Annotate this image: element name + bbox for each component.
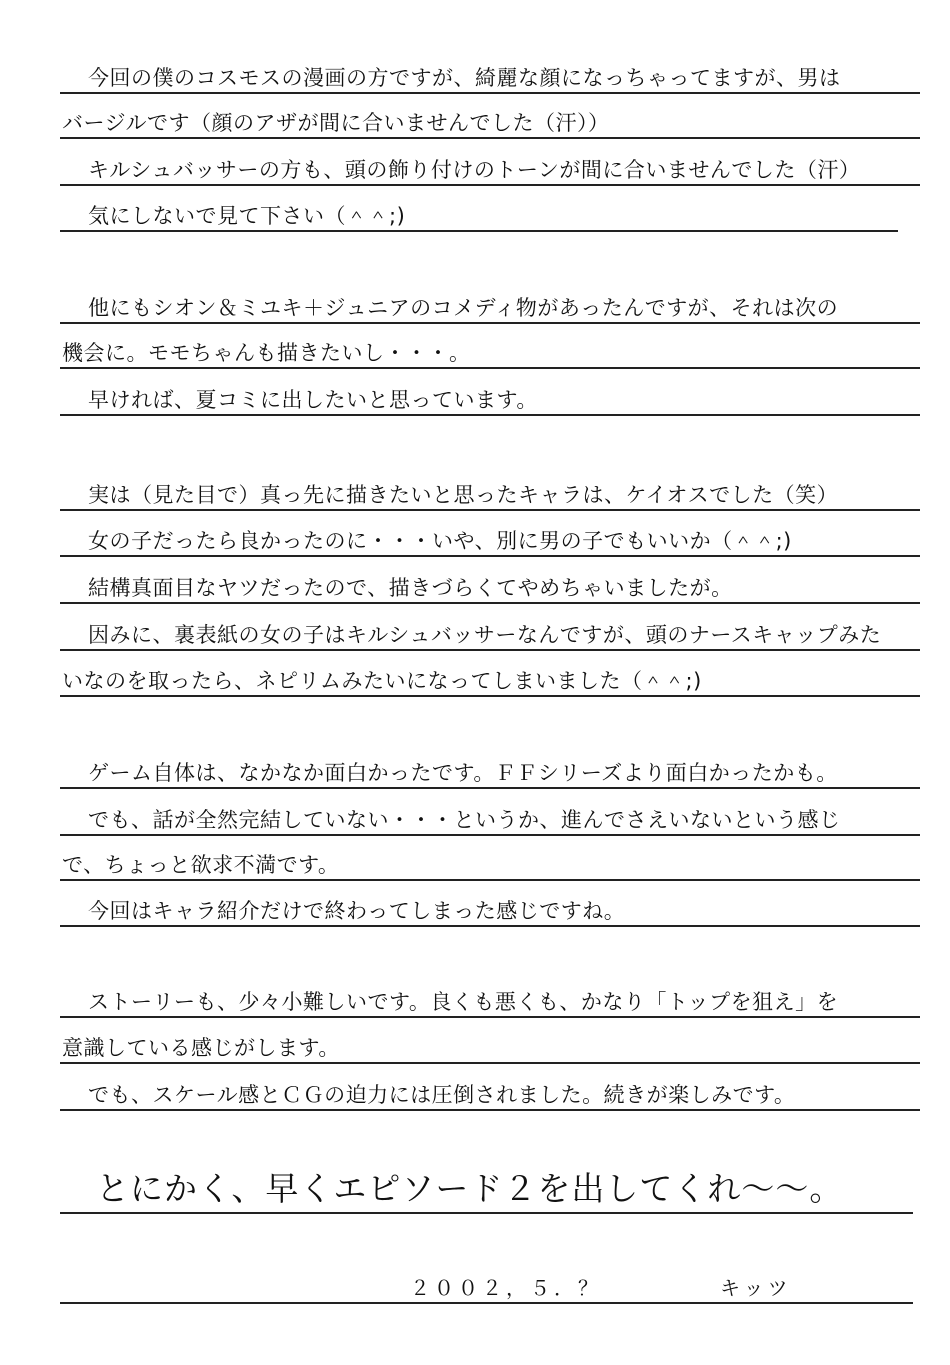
text-line: キルシュバッサーの方も、頭の飾り付けのトーンが間に合いませんでした（汗） — [88, 158, 861, 182]
ruled-line — [60, 879, 920, 881]
ruled-line — [60, 414, 920, 416]
text-line: 女の子だったら良かったのに・・・いや、別に男の子でもいいか（＾＾;) — [88, 529, 792, 553]
text-line: 今回の僕のコスモスの漫画の方ですが、綺麗な顔になっちゃってますが、男は — [88, 66, 841, 90]
ruled-line — [60, 1212, 913, 1214]
text-line: 他にもシオン＆ミユキ＋ジュニアのコメディ物があったんですが、それは次の — [88, 296, 839, 320]
text-line: ゲーム自体は、なかなか面白かったです。ＦＦシリーズより面白かったかも。 — [88, 761, 838, 785]
text-line: 機会に。モモちゃんも描きたいし・・・。 — [62, 341, 471, 365]
ruled-line — [60, 137, 920, 139]
ruled-line — [60, 322, 920, 324]
text-line: でも、スケール感とＣＧの迫力には圧倒されました。続きが楽しみです。 — [88, 1083, 796, 1107]
text-line: 気にしないで見て下さい（＾＾;) — [88, 204, 406, 228]
ruled-line — [60, 787, 920, 789]
ruled-line — [60, 184, 920, 186]
text-line: でも、話が全然完結していない・・・というか、進んでさえいないという感じ — [88, 808, 841, 832]
text-line: 実は（見た目で）真っ先に描きたいと思ったキャラは、ケイオスでした（笑） — [88, 483, 839, 507]
text-line: 今回はキャラ紹介だけで終わってしまった感じですね。 — [88, 899, 626, 923]
ruled-line — [60, 1302, 913, 1304]
ruled-line — [60, 1016, 920, 1018]
letter-date: ２００２，５．？ — [410, 1276, 602, 1300]
ruled-line — [60, 1062, 920, 1064]
ruled-line — [60, 925, 920, 927]
ruled-line — [60, 509, 920, 511]
text-line: バージルです（顔のアザが間に合いませんでした（汗）） — [62, 111, 610, 135]
text-line: 結構真面目なヤツだったので、描きづらくてやめちゃいましたが。 — [88, 576, 733, 600]
text-line: いなのを取ったら、ネピリムみたいになってしまいました（＾＾;) — [62, 669, 702, 693]
ruled-line — [60, 230, 898, 232]
ruled-line — [60, 555, 920, 557]
author-signature: キッツ — [720, 1276, 792, 1300]
ruled-line — [60, 92, 920, 94]
text-line: で、ちょっと欲求不満です。 — [62, 853, 340, 877]
ruled-line — [60, 602, 920, 604]
ruled-line — [60, 834, 920, 836]
text-line: ストーリーも、少々小難しいです。良くも悪くも、かなり「トップを狙え」を — [88, 990, 839, 1014]
text-line: 早ければ、夏コミに出したいと思っています。 — [88, 388, 538, 412]
text-line: 因みに、裏表紙の女の子はキルシュバッサーなんですが、頭のナースキャップみた — [88, 623, 882, 647]
ruled-line — [60, 649, 920, 651]
closing-statement: とにかく、早くエピソード２を出してくれ〜〜。 — [96, 1169, 844, 1208]
text-line: 意識している感じがします。 — [62, 1036, 340, 1060]
ruled-line — [60, 1109, 920, 1111]
ruled-line — [60, 695, 920, 697]
ruled-line — [60, 367, 920, 369]
